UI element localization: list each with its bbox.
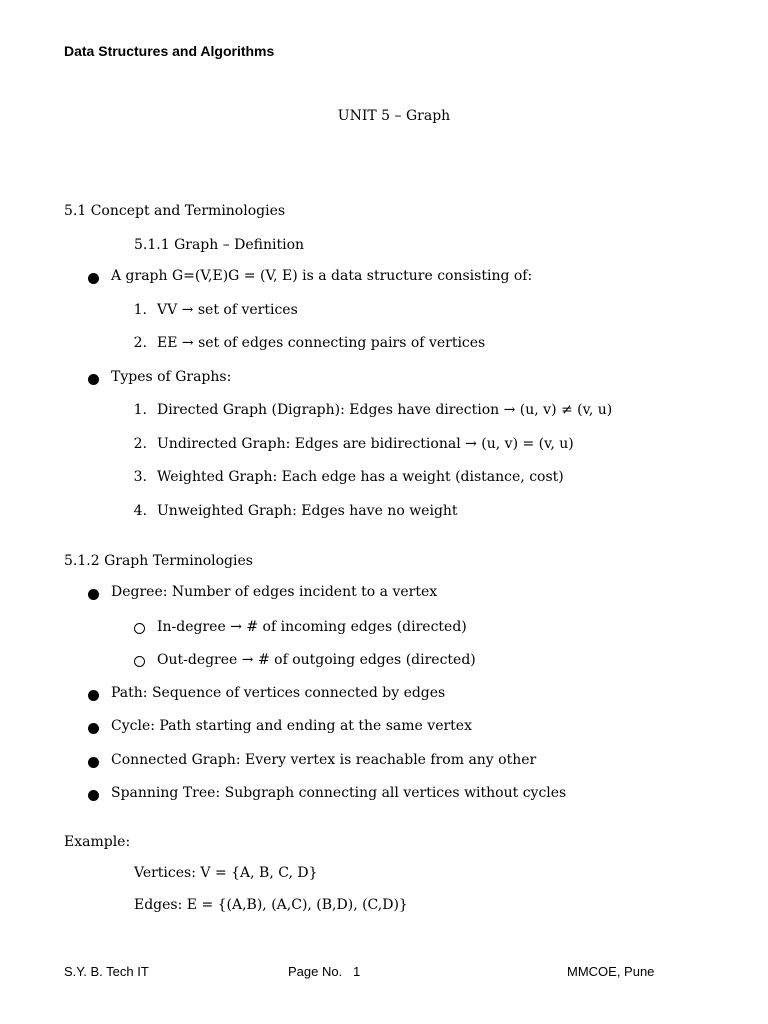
sub-item-in-degree: In-degree → # of incoming edges (directed) [157, 619, 467, 635]
bullet-icon [88, 273, 99, 284]
list-item-vertices: VV → set of vertices [157, 302, 298, 318]
example-edges: Edges: E = {(A,B), (A,C), (B,D), (C,D)} [134, 897, 408, 913]
bullet-path: Path: Sequence of vertices connected by edges [111, 685, 446, 701]
list-number: 1. [133, 402, 147, 418]
footer-page-number: Page No. 1 [288, 964, 361, 979]
bullet-icon [88, 690, 99, 701]
bullet-spanning-tree: Spanning Tree: Subgraph connecting all vertices without cycles [111, 785, 567, 801]
hollow-bullet-icon [134, 623, 145, 634]
footer-right: MMCOE, Pune [567, 964, 655, 979]
bullet-connected-graph: Connected Graph: Every vertex is reachable from any other [111, 752, 537, 768]
list-number: 4. [133, 503, 147, 519]
list-item-directed-graph: Directed Graph (Digraph): Edges have direction → (u, v) ≠ (v, u) [157, 402, 613, 418]
list-item-edges: EE → set of edges connecting pairs of vertices [157, 335, 486, 351]
list-number: 3. [133, 469, 147, 485]
list-item-unweighted-graph: Unweighted Graph: Edges have no weight [157, 503, 458, 519]
bullet-types-of-graphs: Types of Graphs: [111, 369, 232, 385]
list-number: 2. [133, 335, 147, 351]
bullet-graph-definition: A graph G=(V,E)G = (V, E) is a data structure consisting of: [111, 268, 533, 284]
hollow-bullet-icon [134, 656, 145, 667]
unit-title: UNIT 5 – Graph [337, 108, 451, 124]
bullet-icon [88, 723, 99, 734]
sub-heading-5-1-1: 5.1.1 Graph – Definition [134, 237, 305, 253]
list-number: 2. [133, 436, 147, 452]
list-item-undirected-graph: Undirected Graph: Edges are bidirectional → (u, v) = (v, u) [157, 436, 574, 452]
example-vertices: Vertices: V = {A, B, C, D} [134, 865, 318, 881]
sub-item-out-degree: Out-degree → # of outgoing edges (directed) [157, 652, 476, 668]
bullet-icon [88, 374, 99, 385]
bullet-degree: Degree: Number of edges incident to a vertex [111, 584, 438, 600]
page-header-title: Data Structures and Algorithms [64, 43, 275, 59]
bullet-icon [88, 589, 99, 600]
example-label: Example: [64, 834, 131, 850]
section-heading-5-1: 5.1 Concept and Terminologies [64, 203, 286, 219]
section-heading-5-1-2: 5.1.2 Graph Terminologies [64, 553, 253, 569]
bullet-icon [88, 790, 99, 801]
list-item-weighted-graph: Weighted Graph: Each edge has a weight (distance, cost) [157, 469, 564, 485]
bullet-icon [88, 757, 99, 768]
footer-left: S.Y. B. Tech IT [64, 964, 149, 979]
list-number: 1. [133, 302, 147, 318]
bullet-cycle: Cycle: Path starting and ending at the same vertex [111, 718, 472, 734]
